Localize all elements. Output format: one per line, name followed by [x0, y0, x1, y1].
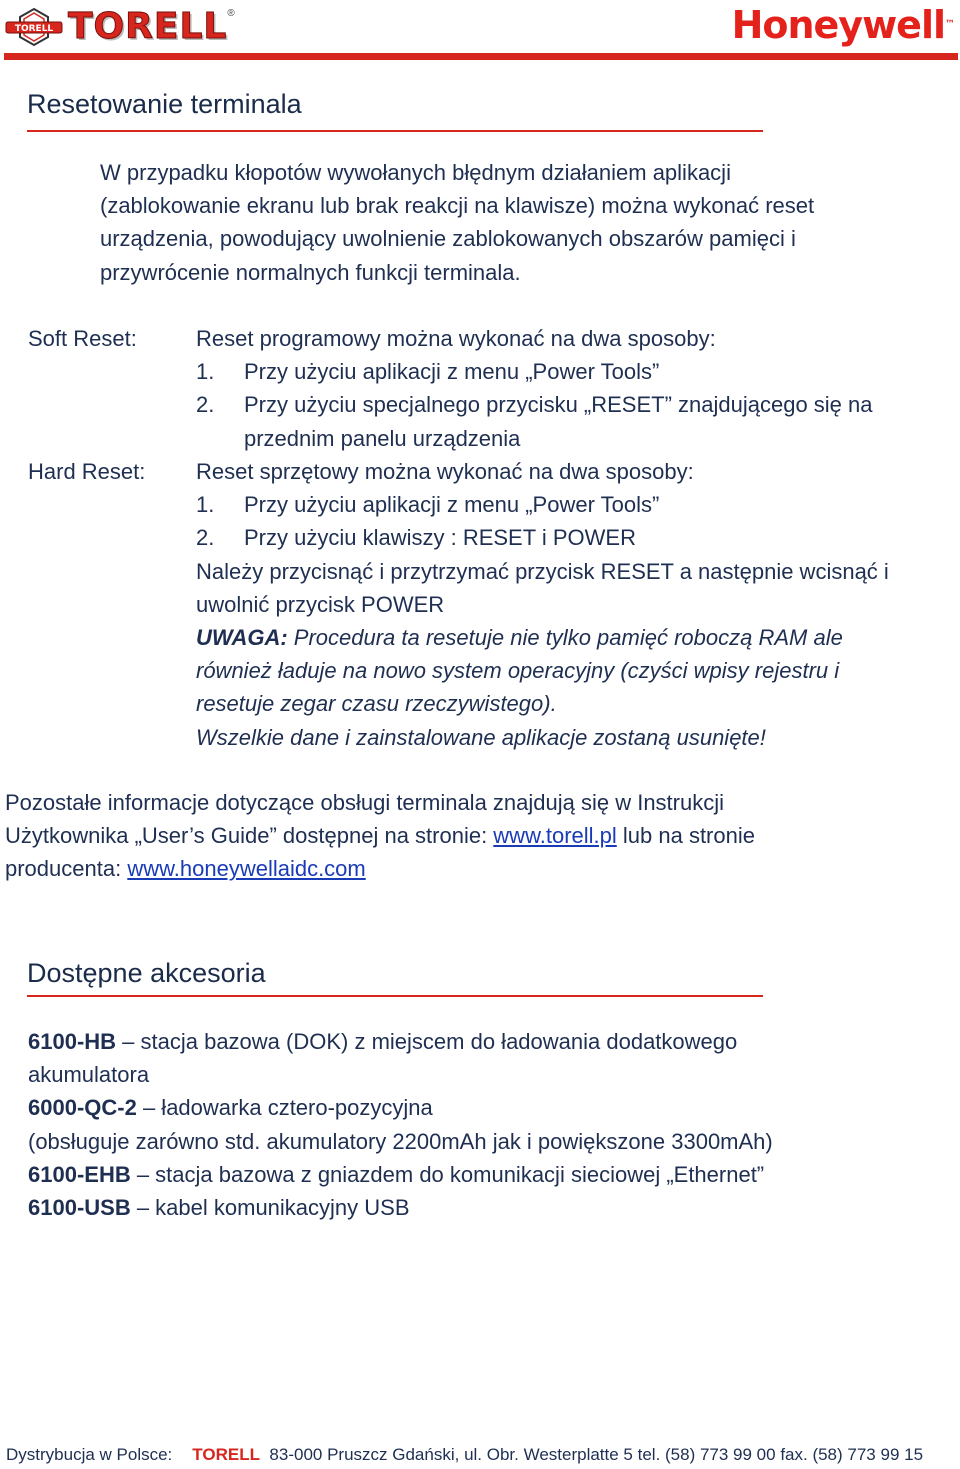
list-item-continuation: przednim panelu urządzenia	[244, 425, 521, 451]
section-title-reset: Resetowanie terminala	[27, 89, 302, 119]
footer	[6, 1444, 923, 1466]
accessory-item: 6100-HB – stacja bazowa (DOK) z miejscem do ładowania dodatkowego	[28, 1029, 738, 1054]
list-item: 2. Przy użyciu specjalnego przycisku „RESET” znajdującego się na	[196, 392, 873, 418]
list-item: 2. Przy użyciu klawiszy : RESET i POWER	[196, 525, 636, 551]
brand-right-text: Honeywell	[731, 3, 945, 47]
info-line: Pozostałe informacje dotyczące obsługi terminala znajdują się w Instrukcji	[5, 790, 725, 815]
info-line: Użytkownika „User’s Guide” dostępnej na stronie: www.torell.pl lub na stronie	[5, 823, 755, 849]
info-line: producenta: www.honeywellaidc.com	[5, 856, 366, 882]
soft-reset-label: Soft Reset:	[28, 326, 137, 351]
warning-line: resetuje zegar czasu rzeczywistego).	[196, 691, 557, 717]
accessories-list	[28, 1025, 773, 1224]
warning-line: również ładuje na nowo system operacyjny (czyści wpisy rejestru i	[196, 658, 840, 684]
soft-reset-block	[196, 322, 873, 455]
accessory-item: (obsługuje zarówno std. akumulatory 2200mAh jak i powiększone 3300mAh)	[28, 1128, 773, 1154]
intro-line: (zablokowanie ekranu lub brak reakcji na klawisze) można wykonać reset	[100, 193, 815, 219]
intro-paragraph	[100, 156, 950, 289]
accessory-item: 6000-QC-2 – ładowarka cztero-pozycyjna	[28, 1095, 433, 1121]
footer-brand: TORELL	[192, 1445, 260, 1464]
trademark-mark: ™	[945, 19, 954, 30]
hard-reset-label: Hard Reset:	[28, 459, 146, 484]
list-item: 1. Przy użyciu aplikacji z menu „Power Tools”	[196, 359, 660, 385]
torell-link[interactable]: www.torell.pl	[493, 823, 617, 849]
info-paragraph	[5, 786, 755, 886]
intro-line: W przypadku kłopotów wywołanych błędnym działaniem aplikacji	[100, 160, 731, 185]
section-title-underline	[27, 995, 763, 997]
intro-line: przywrócenie normalnych funkcji terminala.	[100, 259, 521, 285]
hard-reset-note: Należy przycisnąć i przytrzymać przycisk RESET a następnie wcisnąć i	[196, 558, 889, 584]
hard-reset-block	[196, 455, 889, 754]
torell-badge-icon	[4, 7, 64, 47]
registered-mark: ®	[227, 8, 235, 19]
section-title-underline	[27, 130, 763, 132]
intro-line: urządzenia, powodujący uwolnienie zablokowanych obszarów pamięci i	[100, 226, 796, 252]
accessory-item: akumulatora	[28, 1062, 150, 1088]
hard-reset-desc: Reset sprzętowy można wykonać na dwa sposoby:	[196, 459, 694, 484]
section-title-accessories: Dostępne akcesoria	[27, 958, 266, 988]
footer-address: 83-000 Pruszcz Gdański, ul. Obr. Westerplatte 5 tel. (58) 773 99 00 fax. (58) 773 99 15	[269, 1445, 924, 1464]
honeywell-logo	[732, 2, 954, 48]
footer-prefix: Dystrybucja w Polsce:	[6, 1445, 173, 1464]
list-item: 1. Przy użyciu aplikacji z menu „Power Tools”	[196, 492, 660, 518]
accessory-item: 6100-USB – kabel komunikacyjny USB	[28, 1195, 410, 1221]
honeywell-link[interactable]: www.honeywellaidc.com	[127, 856, 366, 882]
warning-label: UWAGA:	[196, 625, 288, 651]
torell-logo	[4, 4, 235, 50]
hard-reset-note: uwolnić przycisk POWER	[196, 591, 445, 617]
warning-line: UWAGA: Procedura ta resetuje nie tylko pamięć roboczą RAM ale	[196, 625, 843, 651]
header-divider	[4, 53, 958, 60]
soft-reset-desc: Reset programowy można wykonać na dwa sposoby:	[196, 326, 716, 351]
accessory-item: 6100-EHB – stacja bazowa z gniazdem do komunikacji sieciowej „Ethernet”	[28, 1161, 765, 1187]
brand-left-text: TORELL	[68, 6, 228, 47]
warning-line: Wszelkie dane i zainstalowane aplikacje zostaną usunięte!	[196, 724, 766, 750]
badge-text: TORELL	[14, 24, 54, 34]
